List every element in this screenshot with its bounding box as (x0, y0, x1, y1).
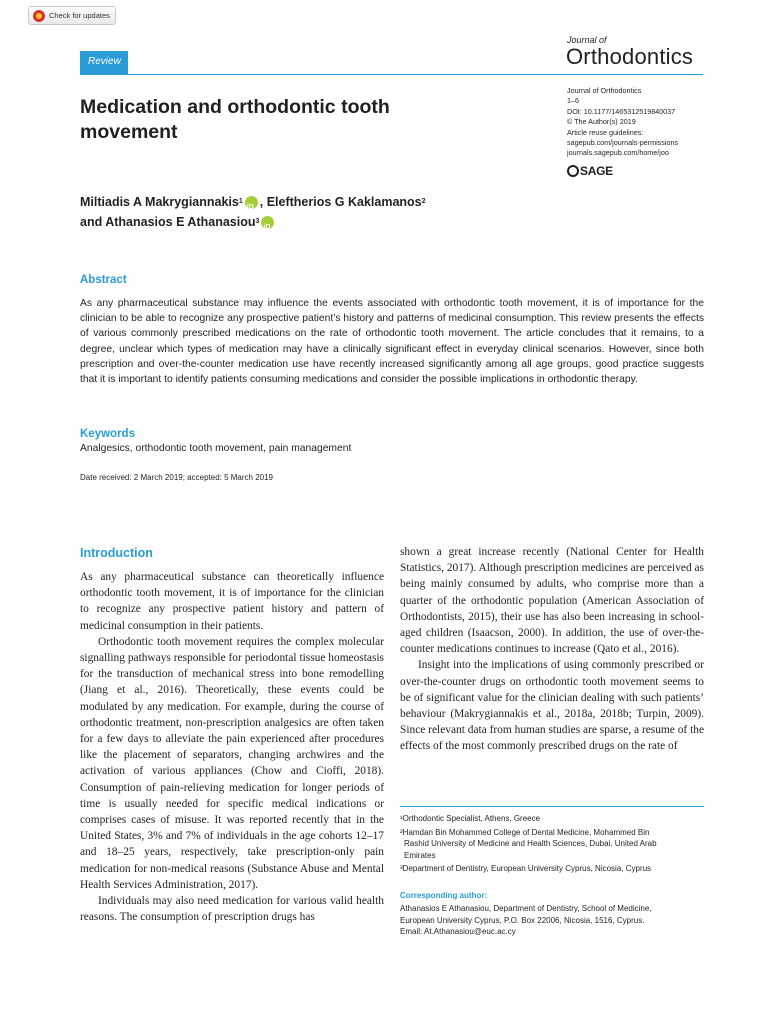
journal-name: Orthodontics (566, 44, 694, 69)
keywords-heading: Keywords (80, 428, 135, 440)
publisher-name: SAGE (580, 164, 613, 178)
abstract-text: As any pharmaceutical substance may influence the events associated with orthodontic tooth movement, it is of importance for the clinician to be able to recognize any prospective patient’s history and patterns of medicinal consumption. This review presents the effects of various commonly prescribed medications on the rate of orthodontic tooth movement. The article concludes that it remains, to a degree, unclear which types of medication may have a clinically significant effect in everyday clinical scenarios. However, since both prescription and over-the-counter medication use have recently increased significantly among all age groups, good practice suggests that it is important to identify patients consuming medications and consider the possible implications in orthodontic therapy. (80, 298, 704, 386)
corr-line: Athanasios E Athanasiou, Department of Dentistry, School of Medicine, (400, 904, 652, 913)
title-line-1: Medication and orthodontic tooth (80, 96, 390, 118)
publisher-logo (567, 164, 613, 178)
section-label-bar (80, 51, 128, 75)
meta-copyright: © The Author(s) 2019 (567, 117, 636, 127)
introduction-heading: Introduction (80, 546, 153, 560)
author-line-1: Miltiadis A Makrygiannakis 1 iD , Eleftherios G Kaklamanos 2 (80, 192, 560, 212)
check-for-updates-label: Check for updates (49, 11, 110, 20)
affiliations (400, 813, 710, 877)
date-received: Date received: 2 March 2019; accepted: 5 March 2019 (80, 473, 273, 482)
paragraph: As any pharmaceutical substance can theoretically influence orthodontic tooth movement, it is of importance for the clinician to recognize any prospective patient history and pattern of medicinal consumption in their patients. (80, 571, 384, 632)
keywords-text: Analgesics, orthodontic tooth movement, pain management (80, 443, 352, 454)
orcid-icon[interactable] (261, 216, 274, 229)
meta-journal: Journal of Orthodontics (567, 86, 642, 95)
author-3: and Athanasios E Athanasiou (80, 215, 256, 229)
journal-prefix: Journal of (567, 35, 607, 45)
author-line-2: and Athanasios E Athanasiou 3 iD (80, 212, 560, 232)
crossmark-icon (33, 10, 45, 22)
article-title (80, 95, 500, 145)
meta-doi[interactable]: DOI: 10.1177/1465312519840037 (567, 106, 676, 116)
affiliation-3: ³Department of Dentistry, European University Cyprus, Nicosia, Cyprus (400, 864, 652, 874)
body-column-left (80, 569, 384, 925)
meta-pages: 1–6 (567, 96, 579, 106)
title-line-2: movement (80, 121, 178, 143)
meta-homepage-link[interactable]: journals.sagepub.com/home/joo (567, 148, 669, 158)
author-2: , Eleftherios G Kaklamanos (259, 195, 422, 209)
article-meta (567, 86, 757, 159)
abstract-heading: Abstract (80, 274, 127, 286)
body-column-right (400, 544, 704, 755)
orcid-icon[interactable] (245, 196, 258, 209)
paragraph: Insight into the implications of using commonly prescribed or over-the-counter drugs on orthodontic tooth movement seems to be of significant value for the clinician dealing with such patients’ behaviour (Makrygiannakis et al., 2018a, 2018b; Turpin, 2009). Since relevant data from human studies are sparse, a resume of the effects of the most commonly prescribed drugs on the rate of (400, 659, 704, 753)
meta-permissions-link[interactable]: sagepub.com/journals-permissions (567, 138, 679, 148)
meta-reuse: Article reuse guidelines: (567, 127, 644, 137)
header-rule (128, 74, 703, 75)
corr-line: European University Cyprus, P.O. Box 22006, Nicosia, 1516, Cyprus. (400, 915, 645, 925)
corr-email[interactable]: Email: At.Athanasiou@euc.ac.cy (400, 927, 516, 937)
author-1: Miltiadis A Makrygiannakis (80, 195, 239, 209)
affiliation-1: ¹Orthodontic Specialist, Athens, Greece (400, 814, 541, 823)
affiliation-2-line: ²Hamdan Bin Mohammed College of Dental Medicine, Mohammed Bin (400, 827, 650, 837)
affiliation-2 (400, 827, 710, 862)
paragraph: Individuals may also need medication for various valid health reasons. The consumption of prescription drugs has (80, 895, 384, 924)
corresponding-author-details (400, 903, 710, 938)
sage-logo-icon (567, 165, 579, 177)
footnote-rule (400, 806, 704, 807)
check-for-updates-button[interactable] (28, 6, 116, 25)
section-label: Review (88, 56, 121, 67)
affiliation-2-line: Rashid University of Medicine and Health Sciences, Dubai, United Arab (404, 839, 657, 849)
affiliation-2-line: Emirates (404, 850, 436, 860)
author-list (80, 192, 560, 232)
corresponding-author-heading: Corresponding author: (400, 891, 488, 900)
paragraph: Orthodontic tooth movement requires the complex molecular signalling pathways responsible for periodontal tissue homeostasis for the transduction of mechanical stress into bone remodelling (Jiang et al., 2016). Theoretically, these events could be modulated by any medication. For example, during the course of orthodontic treatment, non-prescription analgesics are often taken for a few days to alleviate the pain experienced after procedures like the placement of separators, changing archwires and the activation of various appliances (Chow and Cioffi, 2018). Consumption of pain-relieving medication for longer periods of time is usually needed for specific medical indications or comprises cases of misuse. It was reported recently that in the United States, 3% and 7% of individuals in the age cohorts 12–17 and 18–25 years, respectively, take prescription-only pain medication for non-medical reasons (Substance Abuse and Mental Health Services Administration, 2017). (80, 635, 384, 891)
paragraph: shown a great increase recently (National Center for Health Statistics, 2017). Although prescription medicines are perceived as being mainly consumed by adults, who comprise more than a quarter of the orthodontic population (American Association of Orthodontists, 2015), their use has also been increasing in school-aged children (Isaacson, 2000). In addition, the use of over-the-counter medications continues to increase (Qato et al., 2016). (400, 546, 704, 656)
